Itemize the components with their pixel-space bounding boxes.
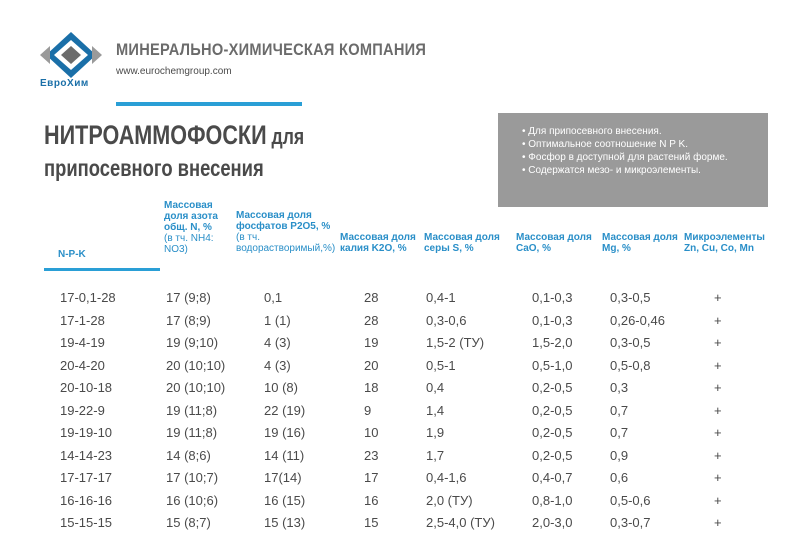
- table-cell: 17 (8;9): [166, 312, 211, 328]
- page-title: [44, 120, 304, 151]
- table-cell: 0,5-0,6: [610, 492, 651, 508]
- table-cell: 1,5-2,0: [532, 335, 573, 350]
- table-cell: 17-1-28: [60, 312, 105, 328]
- table-cell: 22 (19): [264, 402, 306, 418]
- table-cell: 19: [364, 335, 379, 350]
- table-cell: 15 (8;7): [166, 515, 211, 530]
- table-row: [0, 515, 800, 535]
- table-cell: +: [714, 425, 722, 440]
- table-cell: 17-0,1-28: [60, 290, 116, 305]
- table-cell: 0,4-1,6: [426, 470, 467, 485]
- table-cell: 19 (11;8): [166, 402, 218, 418]
- table-cell: 15 (13): [264, 515, 306, 530]
- table-cell: 19-22-9: [60, 402, 105, 418]
- table-cell: 0,9: [610, 447, 629, 463]
- table-cell: 2,5-4,0 (ТУ): [426, 515, 495, 530]
- table-cell: 20: [364, 357, 379, 373]
- table-cell: 0,7: [610, 425, 629, 440]
- table-cell: 28: [364, 290, 379, 305]
- header-micro: Микроэлементы Zn, Cu, Co, Mn: [684, 232, 765, 254]
- table-cell: 17-17-17: [60, 470, 113, 485]
- header-underline: [44, 268, 160, 271]
- table-cell: 10: [364, 425, 379, 440]
- table-cell: 0,3-0,6: [426, 312, 467, 328]
- table-cell: 0,4-0,7: [532, 470, 573, 485]
- feature-item: • Оптимальное соотношение N P K.: [522, 138, 768, 151]
- logo-text: ЕвроХим: [40, 78, 89, 89]
- features-box: [498, 113, 768, 207]
- title-rest: для: [266, 124, 305, 149]
- table-cell: 14-14-23: [60, 447, 113, 463]
- table-cell: 0,3-0,5: [610, 290, 651, 305]
- header-potassium: Массовая доля калия K2O, %: [340, 232, 416, 254]
- table-cell: 20-10-18: [60, 380, 113, 395]
- table-cell: 20 (10;10): [166, 357, 226, 373]
- table-row: [0, 380, 800, 400]
- header-phosphate: Массовая доля фосфатов P2O5, % (в тч. водорастворимый,%): [236, 210, 336, 254]
- header-mg: Массовая доля Mg, %: [602, 232, 678, 254]
- table-row: [0, 493, 800, 513]
- table-row: [0, 470, 800, 490]
- company-name: МИНЕРАЛЬНО-ХИМИЧЕСКАЯ КОМПАНИЯ: [116, 40, 427, 59]
- table-cell: 0,2-0,5: [532, 402, 573, 418]
- table-row: [0, 448, 800, 468]
- table-cell: 14 (8;6): [166, 447, 211, 463]
- table-cell: 1,7: [426, 447, 445, 463]
- table-cell: 0,3-0,7: [610, 515, 651, 530]
- table-cell: 2,0 (ТУ): [426, 492, 473, 508]
- table-cell: +: [714, 290, 722, 305]
- table-cell: 4 (3): [264, 357, 291, 373]
- table-cell: 15: [364, 515, 379, 530]
- table-cell: 1,4: [426, 402, 445, 418]
- table-cell: 23: [364, 447, 379, 463]
- table-cell: 2,0-3,0: [532, 515, 573, 530]
- table-cell: 17 (10;7): [166, 470, 219, 485]
- table-cell: 1,5-2 (ТУ): [426, 335, 485, 350]
- table-cell: 18: [364, 380, 379, 395]
- feature-item: • Фосфор в доступной для растений форме.: [522, 151, 768, 164]
- page-subtitle: припосевного внесения: [44, 155, 264, 181]
- table-cell: 16 (10;6): [166, 492, 219, 508]
- table-cell: 0,5-1,0: [532, 357, 573, 373]
- table-cell: 0,5-0,8: [610, 357, 651, 373]
- table-cell: +: [714, 402, 722, 418]
- table-cell: 17(14): [264, 470, 302, 485]
- table-cell: 9: [364, 402, 372, 418]
- table-cell: 16: [364, 492, 379, 508]
- table-cell: 19 (9;10): [166, 335, 219, 350]
- table-cell: +: [714, 492, 722, 508]
- company-url[interactable]: www.eurochemgroup.com: [116, 66, 232, 77]
- table-cell: 20 (10;10): [166, 380, 226, 395]
- accent-bar: [116, 102, 302, 106]
- table-cell: 0,5-1: [426, 357, 456, 373]
- table-cell: 14 (11): [264, 447, 305, 463]
- table-cell: 4 (3): [264, 335, 291, 350]
- table-cell: +: [714, 380, 722, 395]
- table-cell: 0,4: [426, 380, 445, 395]
- title-bold: НИТРОАММОФОСКИ: [44, 120, 267, 150]
- table-cell: 19-4-19: [60, 335, 105, 350]
- table-cell: 0,2-0,5: [532, 447, 573, 463]
- table-cell: 16 (15): [264, 492, 306, 508]
- table-cell: 0,1-0,3: [532, 290, 573, 305]
- table-cell: 0,2-0,5: [532, 380, 573, 395]
- table-cell: 17: [364, 470, 379, 485]
- table-cell: +: [714, 357, 722, 373]
- table-cell: 0,3-0,5: [610, 335, 651, 350]
- header-sulfur: Массовая доля серы S, %: [424, 232, 500, 254]
- table-cell: 19 (11;8): [166, 425, 218, 440]
- table-cell: 0,2-0,5: [532, 425, 573, 440]
- table-cell: 19-19-10: [60, 425, 113, 440]
- table-cell: 0,26-0,46: [610, 312, 665, 328]
- table-cell: +: [714, 335, 722, 350]
- table-cell: 0,4-1: [426, 290, 456, 305]
- table-cell: +: [714, 515, 722, 530]
- table-cell: 10 (8): [264, 380, 298, 395]
- table-cell: 1,9: [426, 425, 445, 440]
- feature-item: • Для припосевного внесения.: [522, 125, 768, 138]
- table-cell: 0,1: [264, 290, 283, 305]
- table-cell: 16-16-16: [60, 492, 113, 508]
- table-row: [0, 290, 800, 310]
- table-cell: 0,8-1,0: [532, 492, 573, 508]
- table-cell: 0,6: [610, 470, 629, 485]
- header-cao: Массовая доля CaO, %: [516, 232, 592, 254]
- table-row: [0, 403, 800, 423]
- table-row: [0, 313, 800, 333]
- feature-item: • Содержатся мезо- и микроэлементы.: [522, 164, 768, 177]
- table-cell: 0,1-0,3: [532, 312, 573, 328]
- eurochem-emblem-icon: [36, 30, 106, 80]
- table-cell: 19 (16): [264, 425, 306, 440]
- header-nitrogen: Массовая доля азота общ. N, % (в тч. NH4: NO3): [164, 200, 218, 255]
- table-cell: +: [714, 447, 722, 463]
- header-npk: N-P-K: [58, 249, 86, 260]
- table-cell: 17 (9;8): [166, 290, 211, 305]
- table-cell: +: [714, 470, 722, 485]
- table-cell: 1 (1): [264, 312, 291, 328]
- table-cell: 0,7: [610, 402, 629, 418]
- table-cell: 28: [364, 312, 379, 328]
- table-row: [0, 335, 800, 355]
- table-row: [0, 425, 800, 445]
- table-cell: +: [714, 312, 722, 328]
- table-cell: 15-15-15: [60, 515, 113, 530]
- table-row: [0, 358, 800, 378]
- table-cell: 20-4-20: [60, 357, 105, 373]
- table-cell: 0,3: [610, 380, 629, 395]
